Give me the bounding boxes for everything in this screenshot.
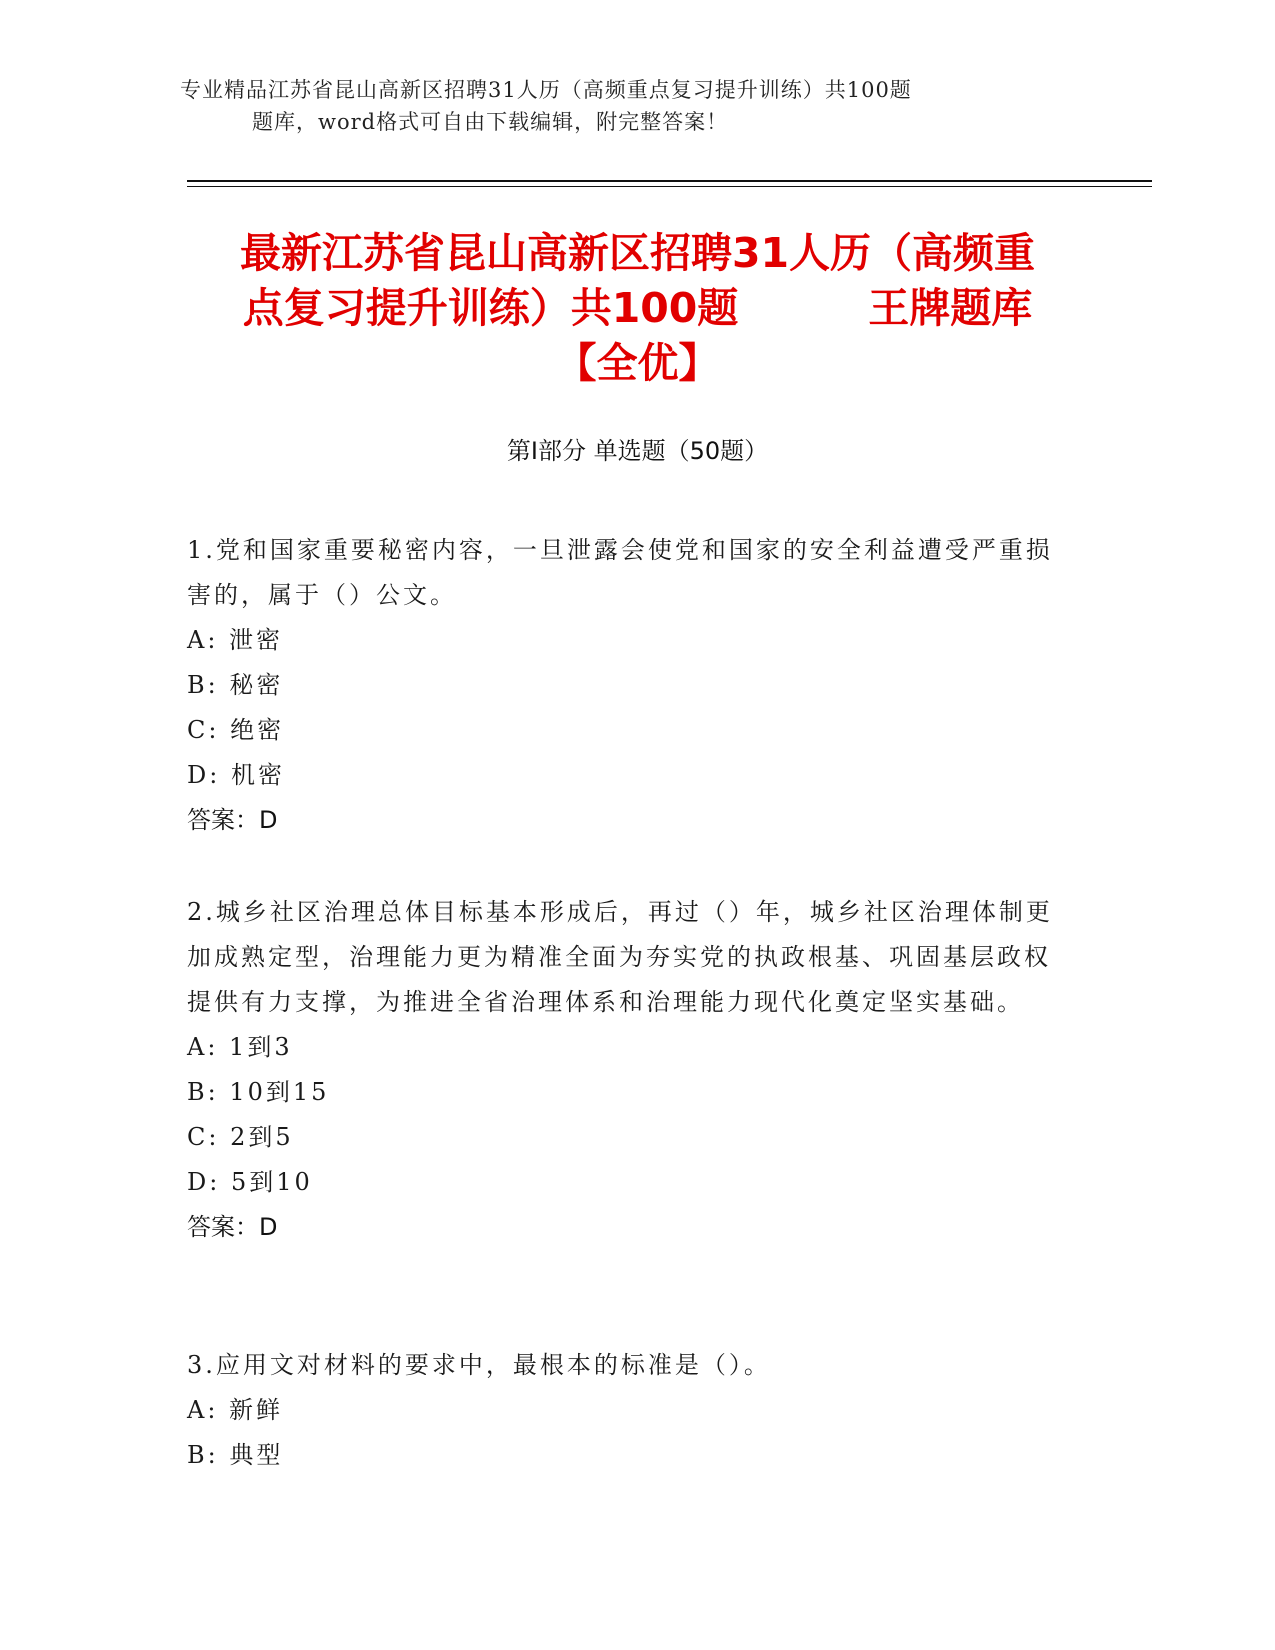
question-3 [187,1343,1067,1478]
option-b: B: 典型 [187,1441,284,1469]
title-line-2-left: 点复习提升训练）共100题 [242,284,739,332]
option-c: C: 2到5 [187,1123,294,1151]
header-rule-thin [187,186,1152,187]
question-1 [187,528,1067,843]
title-line-1: 最新江苏省昆山高新区招聘31人历（高频重 [239,229,1036,277]
option-d: D: 5到10 [187,1168,313,1196]
option-b: B: 10到15 [187,1078,330,1106]
header-line-2: 题库，word格式可自由下载编辑，附完整答案！ [252,110,729,134]
question-stem: 1.党和国家重要秘密内容，一旦泄露会使党和国家的安全利益遭受严重损害的，属于（）公文。 [187,536,1053,609]
option-a: A: 新鲜 [187,1396,284,1424]
option-a: A: 1到3 [187,1033,293,1061]
option-d: D: 机密 [187,761,285,789]
header-rule-thick [187,180,1152,182]
option-a: A: 泄密 [187,626,284,654]
answer-line: 答案：D [187,806,278,834]
question-stem: 3.应用文对材料的要求中，最根本的标准是（）。 [187,1351,771,1379]
question-stem: 2.城乡社区治理总体目标基本形成后，再过（）年，城乡社区治理体制更加成熟定型，治理能力更为精准全面为夯实党的执政根基、巩固基层政权提供有力支撑，为推进全省治理体系和治理能力现代化奠定坚实基础。 [187,898,1053,1016]
answer-line: 答案：D [187,1213,278,1241]
document-header [180,74,1100,138]
option-b: B: 秘密 [187,671,284,699]
title-line-2-right: 王牌题库 [868,284,1033,332]
section-heading: 第Ⅰ部分 单选题（50题） [506,437,769,465]
document-title [150,226,1125,391]
header-line-1: 专业精品江苏省昆山高新区招聘31人历（高频重点复习提升训练）共100题 [180,78,912,102]
title-line-3: 【全优】 [555,339,720,387]
question-2 [187,890,1067,1250]
title-line-2 [150,281,1125,336]
option-c: C: 绝密 [187,716,285,744]
